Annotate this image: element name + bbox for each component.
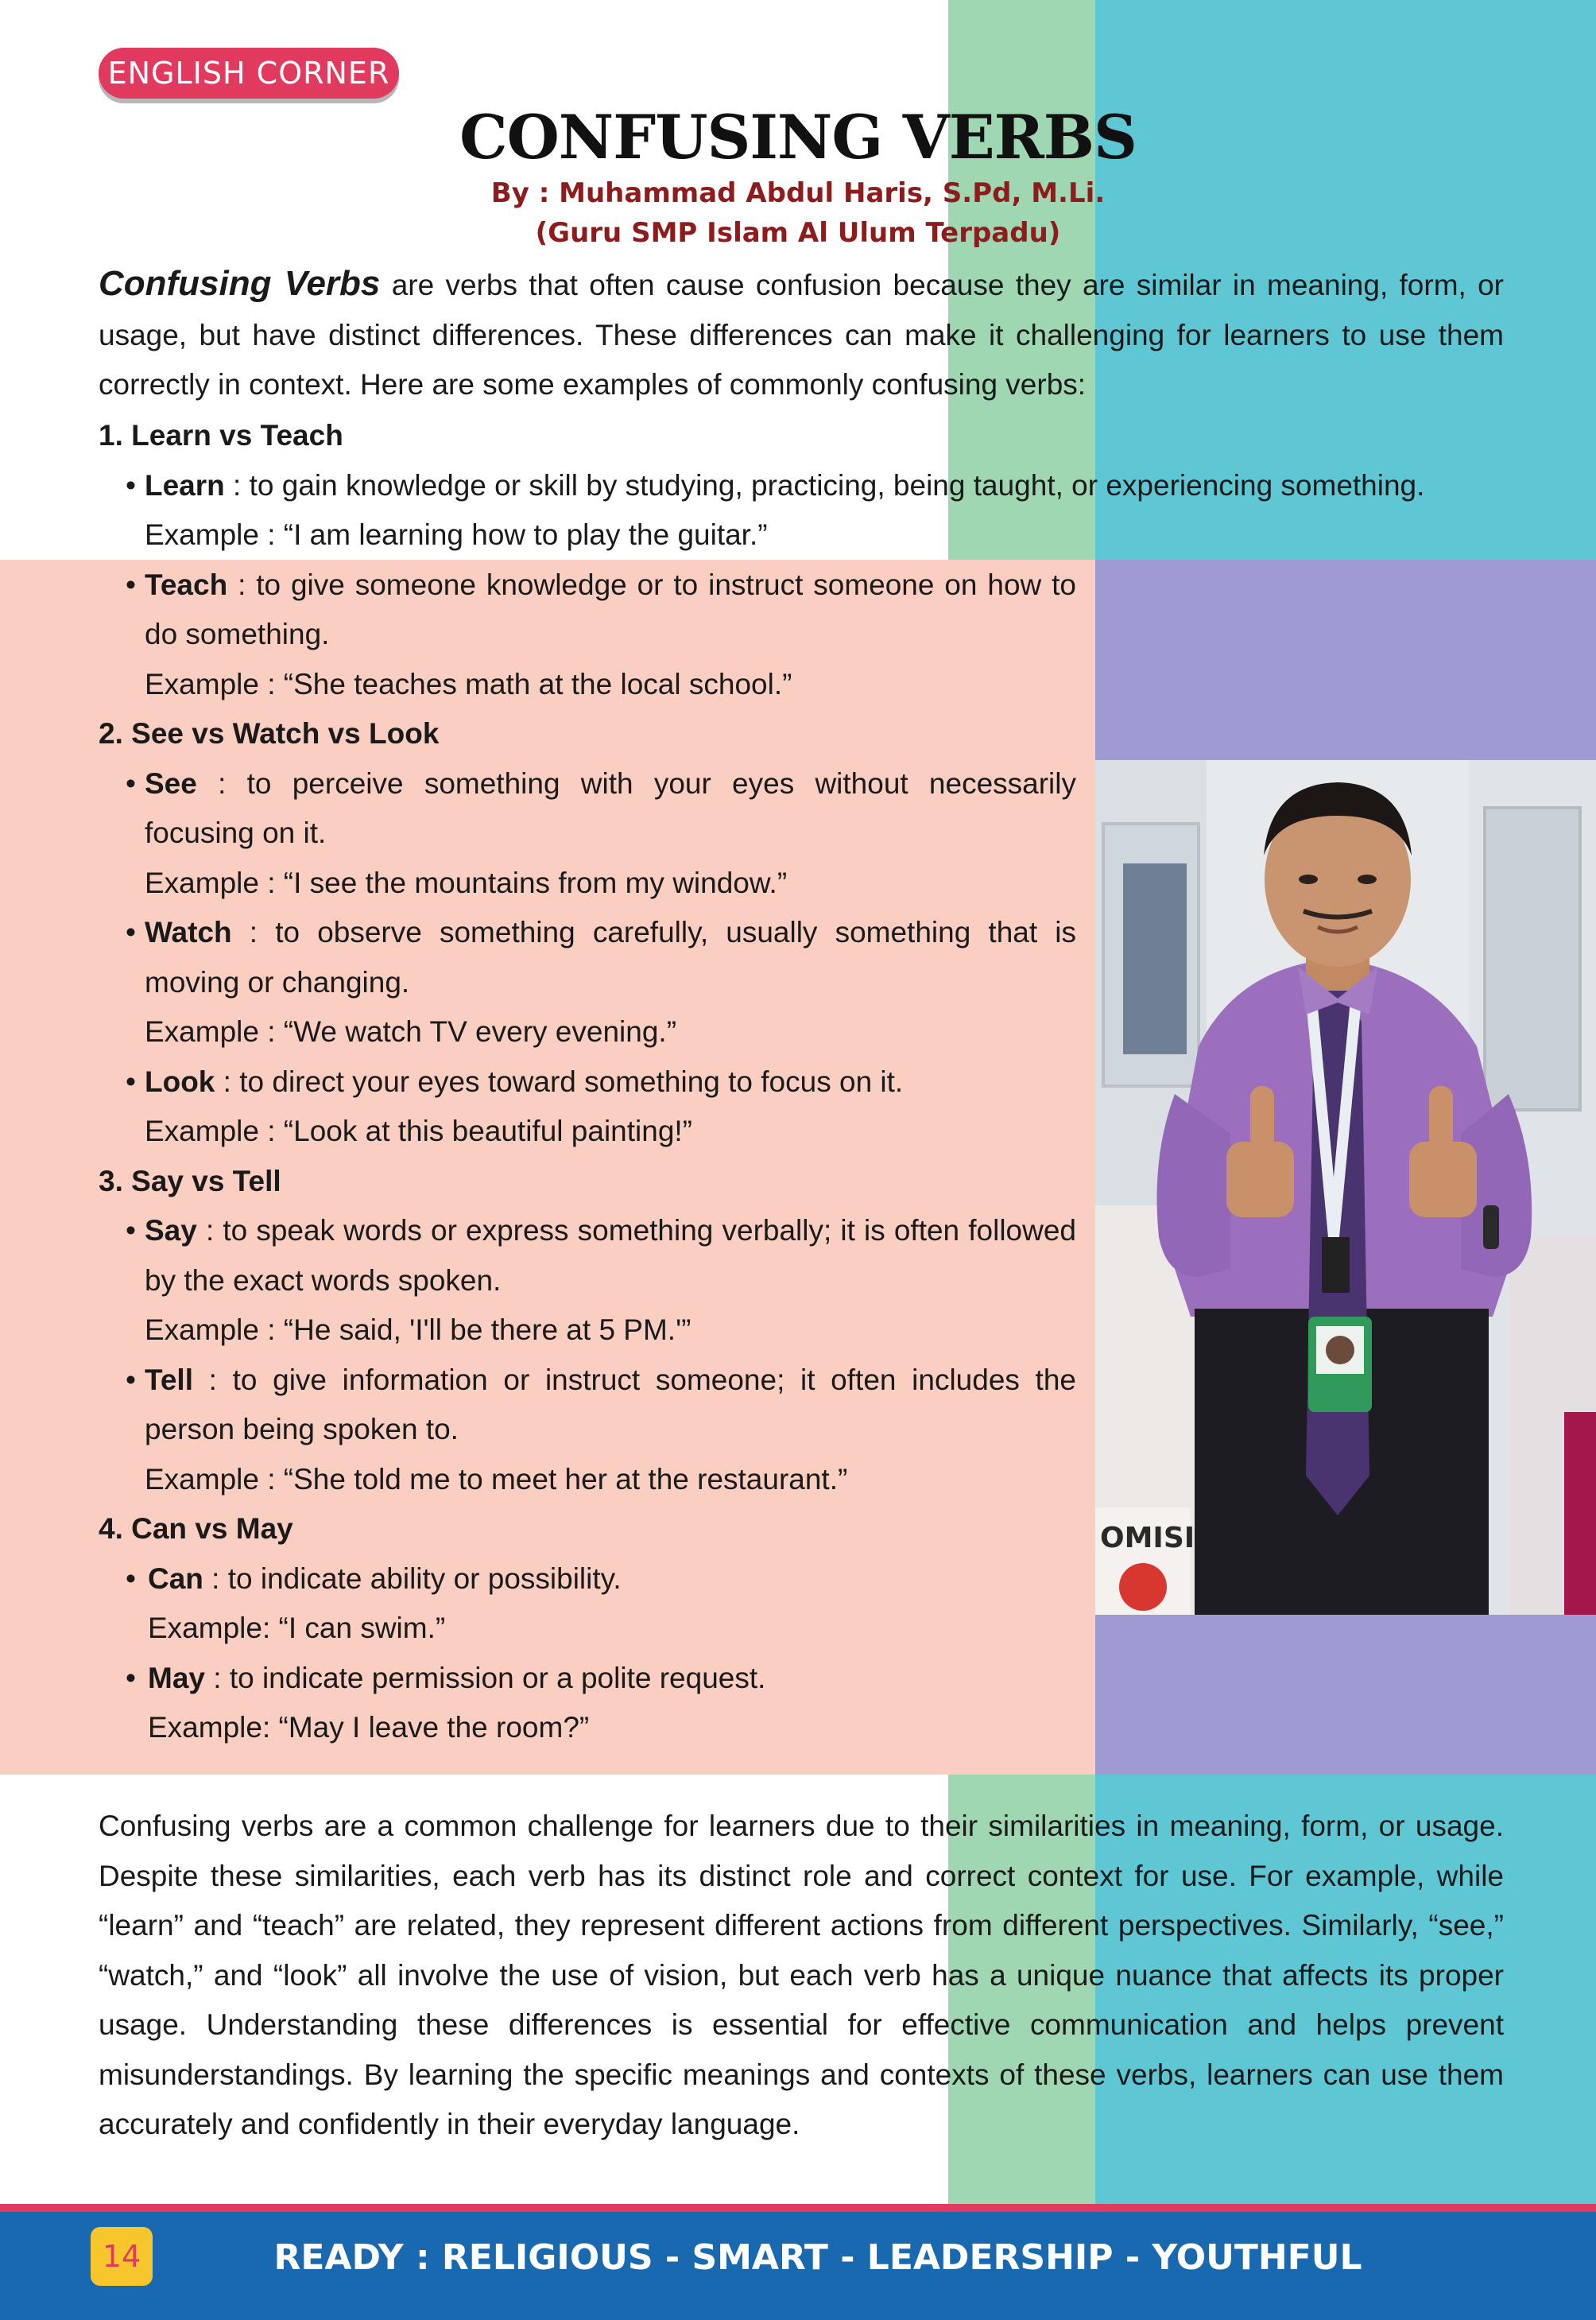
list-item (99, 908, 1076, 958)
verb-definition: : to observe something carefully, usually something that is (231, 916, 1076, 949)
list-item (99, 1654, 1076, 1704)
verb-example: Example : “She told me to meet her at the restaurant.” (145, 1462, 848, 1496)
verb-definition: : to give someone knowledge or to instruct someone on how to (227, 568, 1076, 601)
list-item (99, 1554, 1076, 1604)
verb-definition-cont: moving or changing. (145, 965, 410, 999)
author-name: By : Muhammad Abdul Haris, S.Pd, M.Li. (490, 177, 1106, 209)
verb-definition-cont: person being spoken to. (145, 1413, 459, 1445)
section-heading: 4. Can vs May (99, 1512, 293, 1545)
bullet-icon: • (126, 1065, 136, 1098)
verb-definition-cont: focusing on it. (145, 817, 327, 849)
verb-definition: : to indicate permission or a polite request. (204, 1661, 766, 1694)
bullet-icon: • (126, 1562, 136, 1595)
verb-definition: : to speak words or express something verbally; it is often followed (196, 1214, 1076, 1247)
intro-text: are verbs that often cause confusion because they are similar in meaning, form, or usage, but have distinct differences. These differences can make it challenging for learners to use them correctly in context. Here are some examples of commonly confusing verbs: (99, 269, 1504, 401)
banner-text: OMISI (1100, 1522, 1195, 1554)
verb-example: Example: “May I leave the room?” (148, 1711, 590, 1744)
list-item (99, 1057, 1076, 1108)
footer-motto: READY : RELIGIOUS - SMART - LEADERSHIP - YOUTHFUL (273, 2237, 1362, 2278)
verb-definition: : to give information or instruct someone; it often includes the (193, 1363, 1076, 1396)
section-heading: 3. Say vs Tell (99, 1164, 281, 1197)
intro-paragraph (99, 259, 1504, 410)
section-heading: 1. Learn vs Teach (99, 419, 343, 452)
verb-definition-cont: by the exact words spoken. (145, 1263, 502, 1297)
intro-lead: Confusing Verbs (99, 264, 381, 303)
verb-definition: : to indicate ability or possibility. (203, 1562, 622, 1595)
verb-term: Teach (145, 568, 228, 601)
bullet-icon: • (126, 766, 136, 800)
verb-example: Example : “I am learning how to play the guitar.” (145, 518, 768, 551)
list-item (99, 561, 1076, 611)
section-badge: ENGLISH CORNER (99, 48, 399, 99)
bullet-icon: • (126, 916, 136, 949)
verb-term: Learn (145, 468, 225, 502)
bullet-icon: • (126, 1363, 136, 1396)
verb-example: Example : “I see the mountains from my window.” (145, 866, 788, 899)
verb-example: Example : “Look at this beautiful painting!” (145, 1115, 692, 1147)
list-item (99, 1356, 1076, 1406)
list-item (99, 1206, 1076, 1256)
verb-definition: : to gain knowledge or skill by studying, practicing, being taught, or experiencing something. (224, 468, 1425, 502)
bullet-icon: • (126, 568, 136, 601)
bullet-icon: • (126, 1214, 136, 1247)
verb-example: Example : “We watch TV every evening.” (145, 1015, 677, 1048)
verb-term: Say (145, 1214, 197, 1247)
verb-term: See (145, 766, 197, 800)
conclusion-paragraph: Confusing verbs are a common challenge for learners due to their similarities in meaning, form, or usage. Despite these similarities, each verb has its distinct role and correct context for use. For example, while “learn” and “teach” are related, they represent different actions from different perspectives. Similarly, “see,” “watch,” and “look” all involve the use of vision, but each verb has a unique nuance that affects its proper usage. Understanding these differences is essential for effective communication and helps prevent misunderstandings. By learning the specific meanings and contexts of these verbs, learners can use them accurately and confidently in their everyday language. (99, 1810, 1504, 2140)
page-number: 14 (91, 2227, 153, 2286)
verb-term: Watch (145, 916, 232, 949)
list-item (99, 759, 1076, 809)
verb-definition: : to perceive something with your eyes without necessarily (196, 766, 1076, 800)
footer-accent-line (0, 2204, 1596, 2212)
verb-term: Look (145, 1065, 215, 1098)
author-photo (1095, 760, 1596, 1615)
verb-example: Example: “I can swim.” (148, 1612, 446, 1644)
section-heading: 2. See vs Watch vs Look (99, 717, 440, 750)
verb-definition: : to direct your eyes toward something to focus on it. (215, 1065, 904, 1098)
page-title: CONFUSING VERBS (459, 102, 1137, 173)
verb-definition-cont: do something. (145, 618, 330, 650)
bullet-icon: • (126, 468, 136, 502)
verb-term: May (148, 1661, 205, 1694)
verb-example: Example : “She teaches math at the local school.” (145, 667, 792, 700)
byline (0, 173, 1596, 253)
verb-term: Can (148, 1562, 203, 1595)
bullet-icon: • (126, 1661, 136, 1694)
verb-term: Tell (145, 1363, 193, 1396)
list-item (99, 461, 1425, 511)
author-affiliation: (Guru SMP Islam Al Ulum Terpadu) (535, 217, 1061, 249)
verb-example: Example : “He said, 'I'll be there at 5 PM.'” (145, 1313, 691, 1346)
